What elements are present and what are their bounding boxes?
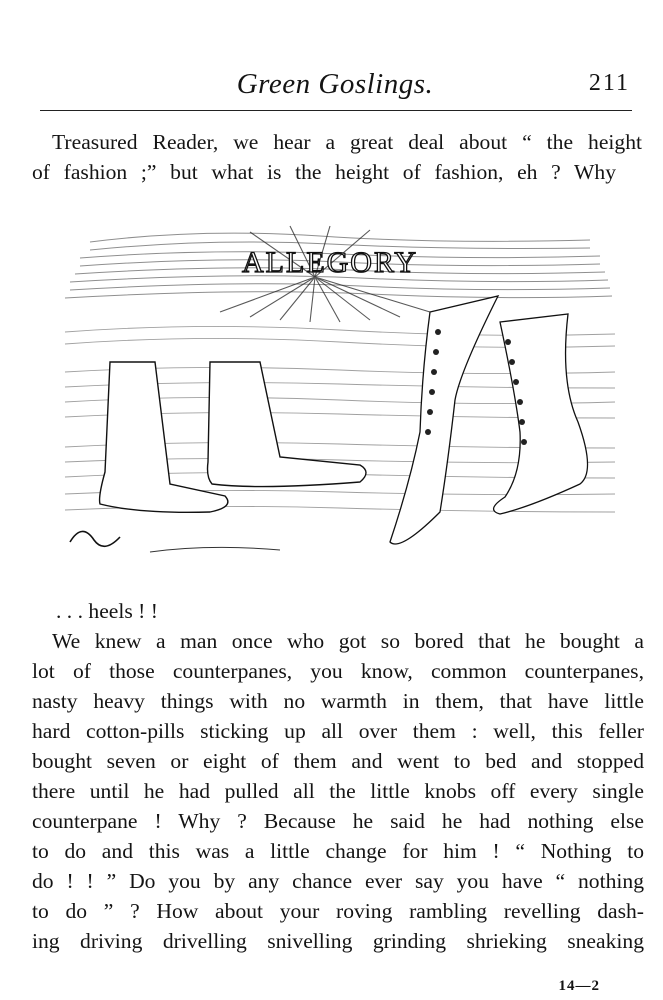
running-title: Green Goslings. <box>236 68 434 100</box>
page-number: 211 <box>588 70 630 96</box>
text-line: to do ” ? How about your roving rambling revelling dash- <box>32 899 644 923</box>
intro-paragraph <box>32 127 650 187</box>
text-line: nasty heavy things with no warmth in them, that have little <box>32 689 644 713</box>
running-head <box>36 68 634 104</box>
text-line: Treasured Reader, we hear a great deal about “ the height <box>52 130 642 154</box>
text-line: of fashion ;” but what is the height of fashion, eh ? Why <box>32 160 616 184</box>
text-line: bought seven or eight of them and went to bed and stopped <box>32 749 644 773</box>
text-line: ing driving drivelling snivelling grinding shrieking sneaking <box>32 929 644 953</box>
text-line: We knew a man once who got so bored that he bought a <box>52 629 644 653</box>
text-line: there until he had pulled all the little knobs off every single <box>32 779 644 803</box>
text-line: hard cotton-pills sticking up all over them : well, this feller <box>32 719 644 743</box>
text-line: lot of those counterpanes, you know, common counterpanes, <box>32 659 644 683</box>
allegory-illustration <box>60 222 620 567</box>
main-paragraph <box>32 596 650 956</box>
text-line: do ! ! ” Do you by any chance ever say you have “ nothing <box>32 869 644 893</box>
text-line: to do and this was a little change for him ! “ Nothing to <box>32 839 644 863</box>
text-line: . . . heels ! ! <box>56 599 158 623</box>
header-rule <box>40 110 632 111</box>
signature-mark: 14—2 <box>558 978 600 994</box>
allegory-banner: ALLEGORY <box>242 246 418 279</box>
text-line: counterpane ! Why ? Because he said he had nothing else <box>32 809 644 833</box>
